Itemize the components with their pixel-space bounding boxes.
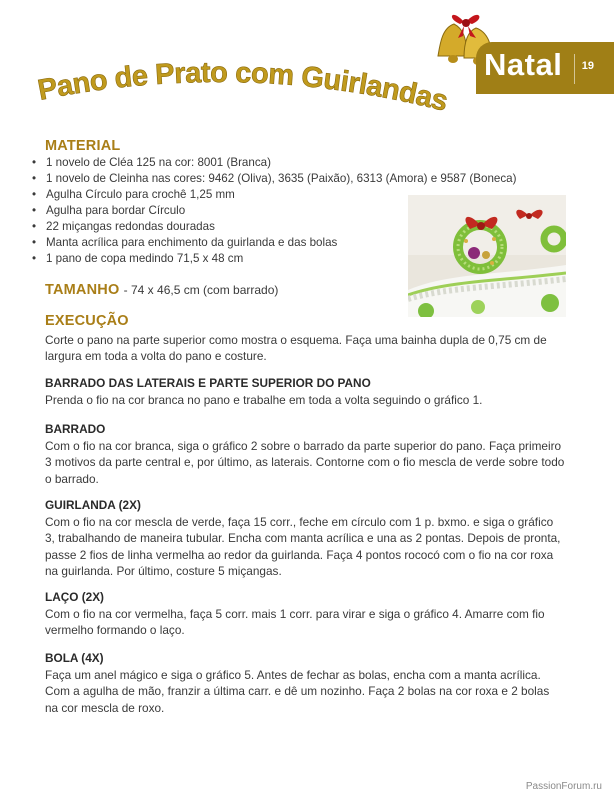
watermark: PassionForum.ru [525, 781, 602, 792]
section-name: Natal [484, 47, 563, 82]
tamanho-value: - 74 x 46,5 cm (com barrado) [123, 283, 279, 297]
svg-text:Pano de Prato com Guirlandas [35, 57, 450, 118]
section-text-barrado-laterais: Prenda o fio na cor branca no pano e trabalhe em toda a volta seguindo o gráfico 1. [45, 393, 483, 407]
section-text-barrado: Com o fio na cor branca, siga o gráfico 2 sobre o barrado da parte superior do pano. Faça primeiro 3 motivos da parte central e, por último, as laterais. Contorne com o fio mescla de verde sobre todo o barrado. [45, 439, 565, 486]
section-title-bola: BOLA (4X) [45, 651, 104, 665]
material-item: • 1 novelo de Cleinha nas cores: 9462 (Oliva), 3635 (Paixão), 6313 (Amora) e 9587 (Boneca) [32, 171, 552, 187]
material-item: • Agulha para bordar Círculo [32, 203, 552, 219]
tab-divider [574, 54, 575, 84]
material-item: • 1 pano de copa medindo 71,5 x 48 cm [32, 251, 552, 267]
page-title-svg [35, 56, 458, 132]
execucao-text: Corte o pano na parte superior como mostra o esquema. Faça uma bainha dupla de 0,75 cm de largura em toda a volta do pano e costure. [45, 333, 547, 364]
section-title-barrado-laterais: BARRADO DAS LATERAIS E PARTE SUPERIOR DO PANO [45, 376, 371, 390]
page-title-text: Pano de Prato com Guirlandas [35, 56, 451, 118]
material-heading: MATERIAL [45, 138, 121, 154]
tamanho-heading [45, 282, 278, 298]
material-item: • Manta acrílica para enchimento da guirlanda e das bolas [32, 235, 552, 251]
section-title-laco: LAÇO (2X) [45, 590, 104, 604]
material-item: • Agulha Círculo para crochê 1,25 mm [32, 187, 552, 203]
section-tab [476, 42, 614, 94]
section-text-guirlanda: Com o fio na cor mescla de verde, faça 15 corr., feche em círculo com 1 p. bxmo. e siga o gráfico 3, trabalhando de maneira tubular. Encha com manta acrílica e una as 2 pontas. Depois de pronta, passe 2 fios de linha vermelha ao redor da guirlanda. Faça 4 pontos rococó com o fio na cor roxa na guirlanda. Por último, costure 5 miçangas. [45, 515, 561, 579]
section-title-guirlanda: GUIRLANDA (2X) [45, 498, 141, 512]
section-title-barrado: BARRADO [45, 422, 106, 436]
tamanho-label: TAMANHO [45, 282, 120, 298]
garland-photo [408, 195, 566, 317]
section-text-laco: Com o fio na cor vermelha, faça 5 corr. mais 1 corr. para virar e siga o gráfico 4. Amarre com fio vermelho formando o laço. [45, 607, 545, 638]
execucao-heading: EXECUÇÃO [45, 313, 129, 329]
material-item: • 22 miçangas redondas douradas [32, 219, 552, 235]
section-text-bola: Faça um anel mágico e siga o gráfico 5. Antes de fechar as bolas, encha com a manta acrílica. Com a agulha de mão, franzir a última carr. e dê um nozinho. Faça 2 bolas na cor roxa e 2 bolas na cor mescla de roxo. [45, 668, 550, 715]
page-title [35, 56, 458, 132]
page-number: 19 [581, 60, 594, 72]
material-item: • 1 novelo de Cléa 125 na cor: 8001 (Branca) [32, 155, 552, 171]
